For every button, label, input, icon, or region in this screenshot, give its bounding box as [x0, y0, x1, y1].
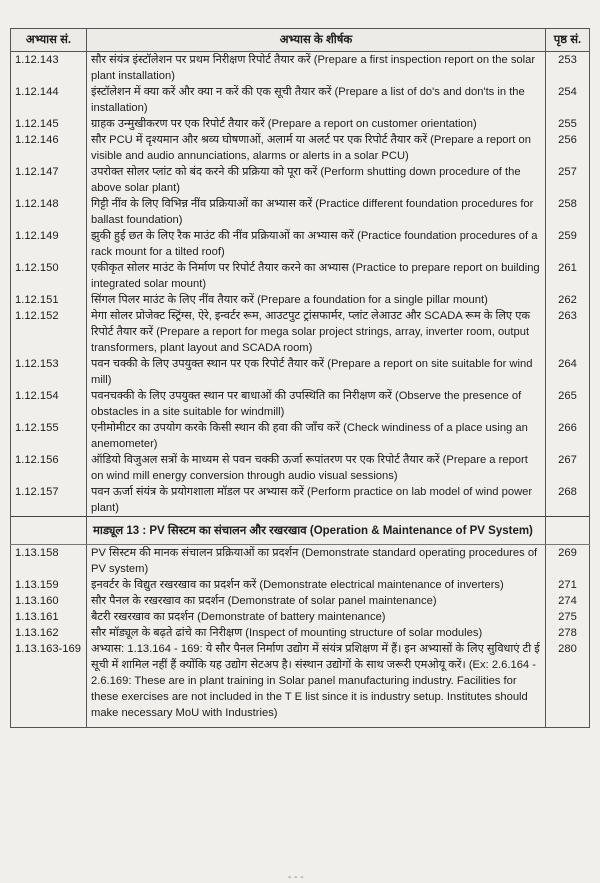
page-number: 255 — [546, 116, 590, 132]
exercise-number: 1.12.147 — [11, 164, 87, 196]
exercise-title: इंस्टॉलेशन में क्या करें और क्या न करें की एक सूची तैयार करें (Prepare a list of do's and don'ts in the installation) — [87, 84, 546, 116]
table-row — [11, 577, 590, 593]
page-number: 267 — [546, 452, 590, 484]
module-heading-row — [11, 517, 590, 545]
page-number: 256 — [546, 132, 590, 164]
exercise-title: बैटरी रखरखाव का प्रदर्शन (Demonstrate of battery maintenance) — [87, 609, 546, 625]
table-row — [11, 388, 590, 420]
exercise-title: मेगा सोलर प्रोजेक्ट स्ट्रिंग्स, ऐरे, इन्वर्टर रूम, आउटपुट ट्रांसफार्मर, प्लांट लेआउट और SCADA रूम के लिए एक रिपोर्ट तैयार करें (Prepare a report for mega solar project strings, array, inverter room, output transformers, plant layout and SCADA room) — [87, 308, 546, 356]
exercise-number: 1.13.158 — [11, 545, 87, 578]
exercise-title: इनवर्टर के विद्युत रखरखाव का प्रदर्शन करें (Demonstrate electrical maintenance of inverters) — [87, 577, 546, 593]
exercise-title: सौर मॉड्यूल के बढ़ते ढांचे का निरीक्षण (Inspect of mounting structure of solar modules) — [87, 625, 546, 641]
table-row — [11, 609, 590, 625]
table-row — [11, 260, 590, 292]
exercise-title: गिट्टी नींव के लिए विभिन्न नींव प्रक्रियाओं का अभ्यास करें (Practice different foundation procedures for ballast foundation) — [87, 196, 546, 228]
table-row — [11, 593, 590, 609]
exercise-title: ग्राहक उन्मुखीकरण पर एक रिपोर्ट तैयार करें (Prepare a report on customer orientation) — [87, 116, 546, 132]
page-number: 265 — [546, 388, 590, 420]
exercise-number: 1.12.146 — [11, 132, 87, 164]
exercise-number: 1.12.149 — [11, 228, 87, 260]
exercise-title: अभ्यास: 1.13.164 - 169: ये सौर पैनल निर्माण उद्योग में संयंत्र प्रशिक्षण में हैं। इन अभ्यासों के लिए सुविधाएं टी ई सूची में शामिल नहीं हैं क्योंकि यह उद्योग सेटअप है। संस्थान उद्योगों के साथ जरूरी एमओयू करें। (Ex: 2.6.164 - 2.6.169: These are in plant training in Solar panel manufacturing industry. Facilities for these exercises are not included in the T E list since it is industry setup. Institutes should make necessary MoU with Industries) — [87, 641, 546, 721]
exercise-number: 1.12.143 — [11, 52, 87, 85]
table-row — [11, 228, 590, 260]
exercise-number: 1.12.151 — [11, 292, 87, 308]
exercise-title: पवनचक्की के लिए उपयुक्त स्थान पर बाधाओं की उपस्थिति का निरीक्षण करें (Observe the presence of obstacles in a site suitable for windmill) — [87, 388, 546, 420]
page-number: 261 — [546, 260, 590, 292]
page-number: 269 — [546, 545, 590, 578]
table-row — [11, 452, 590, 484]
exercise-number: 1.13.160 — [11, 593, 87, 609]
table-row — [11, 116, 590, 132]
table-row — [11, 356, 590, 388]
contents-table — [10, 28, 590, 728]
exercise-number: 1.13.161 — [11, 609, 87, 625]
table-row — [11, 292, 590, 308]
exercise-title: एनीमोमीटर का उपयोग करके किसी स्थान की हवा की जाँच करें (Check windiness of a place using an anemometer) — [87, 420, 546, 452]
table-row — [11, 84, 590, 116]
page-number: 259 — [546, 228, 590, 260]
exercise-number: 1.12.144 — [11, 84, 87, 116]
exercise-number: 1.12.153 — [11, 356, 87, 388]
exercise-title: सौर पैनल के रखरखाव का प्रदर्शन (Demonstrate of solar panel maintenance) — [87, 593, 546, 609]
exercise-title: सौर संयंत्र इंस्टॉलेशन पर प्रथम निरीक्षण रिपोर्ट तैयार करें (Prepare a first inspection report on the solar plant installation) — [87, 52, 546, 85]
exercise-title: सौर PCU में दृश्यमान और श्रव्य घोषणाओं, अलार्म या अलर्ट पर एक रिपोर्ट तैयार करें (Prepare a report on visible and audio annunciations, alarms or alerts in a solar PCU) — [87, 132, 546, 164]
exercise-number: 1.12.156 — [11, 452, 87, 484]
page-number: 275 — [546, 609, 590, 625]
exercise-number: 1.12.145 — [11, 116, 87, 132]
page-number: 258 — [546, 196, 590, 228]
table-row — [11, 420, 590, 452]
exercise-number: 1.13.159 — [11, 577, 87, 593]
header-page: पृष्ठ सं. — [546, 29, 590, 52]
exercise-title: पवन चक्की के लिए उपयुक्त स्थान पर एक रिपोर्ट तैयार करें (Prepare a report on site suitable for wind mill) — [87, 356, 546, 388]
exercise-title: एकीकृत सोलर माउंट के निर्माण पर रिपोर्ट तैयार करने का अभ्यास (Practice to prepare report on building integrated solar mount) — [87, 260, 546, 292]
exercise-number: 1.12.155 — [11, 420, 87, 452]
exercise-number: 1.13.163-169 — [11, 641, 87, 721]
exercise-title: ऑडियो विजुअल सत्रों के माध्यम से पवन चक्की ऊर्जा रूपांतरण पर एक रिपोर्ट तैयार करें (Prepare a report on wind mill energy conversion through audio visual sessions) — [87, 452, 546, 484]
page-number: 263 — [546, 308, 590, 356]
page-number: 278 — [546, 625, 590, 641]
exercise-title: झुकी हुई छत के लिए रैक माउंट की नींव प्रक्रियाओं का अभ्यास करें (Practice foundation procedures of a rack mount for a tilted roof) — [87, 228, 546, 260]
exercise-title: PV सिस्टम की मानक संचालन प्रक्रियाओं का प्रदर्शन (Demonstrate standard operating procedures of PV system) — [87, 545, 546, 578]
exercise-number: 1.12.150 — [11, 260, 87, 292]
header-number: अभ्यास सं. — [11, 29, 87, 52]
exercise-number: 1.12.154 — [11, 388, 87, 420]
page-number: 257 — [546, 164, 590, 196]
page-number: 271 — [546, 577, 590, 593]
header-title: अभ्यास के शीर्षक — [87, 29, 546, 52]
exercise-title: पवन ऊर्जा संयंत्र के प्रयोगशाला मॉडल पर अभ्यास करें (Perform practice on lab model of wind power plant) — [87, 484, 546, 517]
table-row — [11, 545, 590, 578]
page-number: 264 — [546, 356, 590, 388]
page-number: 274 — [546, 593, 590, 609]
table-row — [11, 52, 590, 85]
rows-module-13 — [11, 545, 590, 722]
exercise-number: 1.12.148 — [11, 196, 87, 228]
page-footer-mark: - - - — [288, 872, 304, 883]
table-row — [11, 132, 590, 164]
table-row — [11, 164, 590, 196]
exercise-title: उपरोक्त सोलर प्लांट को बंद करने की प्रक्रिया को पूरा करें (Perform shutting down procedure of the above solar plant) — [87, 164, 546, 196]
table-row — [11, 641, 590, 721]
exercise-number: 1.13.162 — [11, 625, 87, 641]
exercise-number: 1.12.157 — [11, 484, 87, 517]
page-number: 253 — [546, 52, 590, 85]
table-row — [11, 484, 590, 517]
exercise-title: सिंगल पिलर माउंट के लिए नींव तैयार करें (Prepare a foundation for a single pillar mount) — [87, 292, 546, 308]
module-title: माड्यूल 13 : PV सिस्टम का संचालन और रखरखाव (Operation & Maintenance of PV System) — [87, 517, 546, 545]
rows-module-12 — [11, 52, 590, 517]
page-number: 262 — [546, 292, 590, 308]
page-number: 254 — [546, 84, 590, 116]
page-number: 266 — [546, 420, 590, 452]
table-header — [11, 29, 590, 52]
exercise-number: 1.12.152 — [11, 308, 87, 356]
page-number: 268 — [546, 484, 590, 517]
page-number: 280 — [546, 641, 590, 721]
table-row — [11, 196, 590, 228]
table-row — [11, 625, 590, 641]
table-row — [11, 308, 590, 356]
